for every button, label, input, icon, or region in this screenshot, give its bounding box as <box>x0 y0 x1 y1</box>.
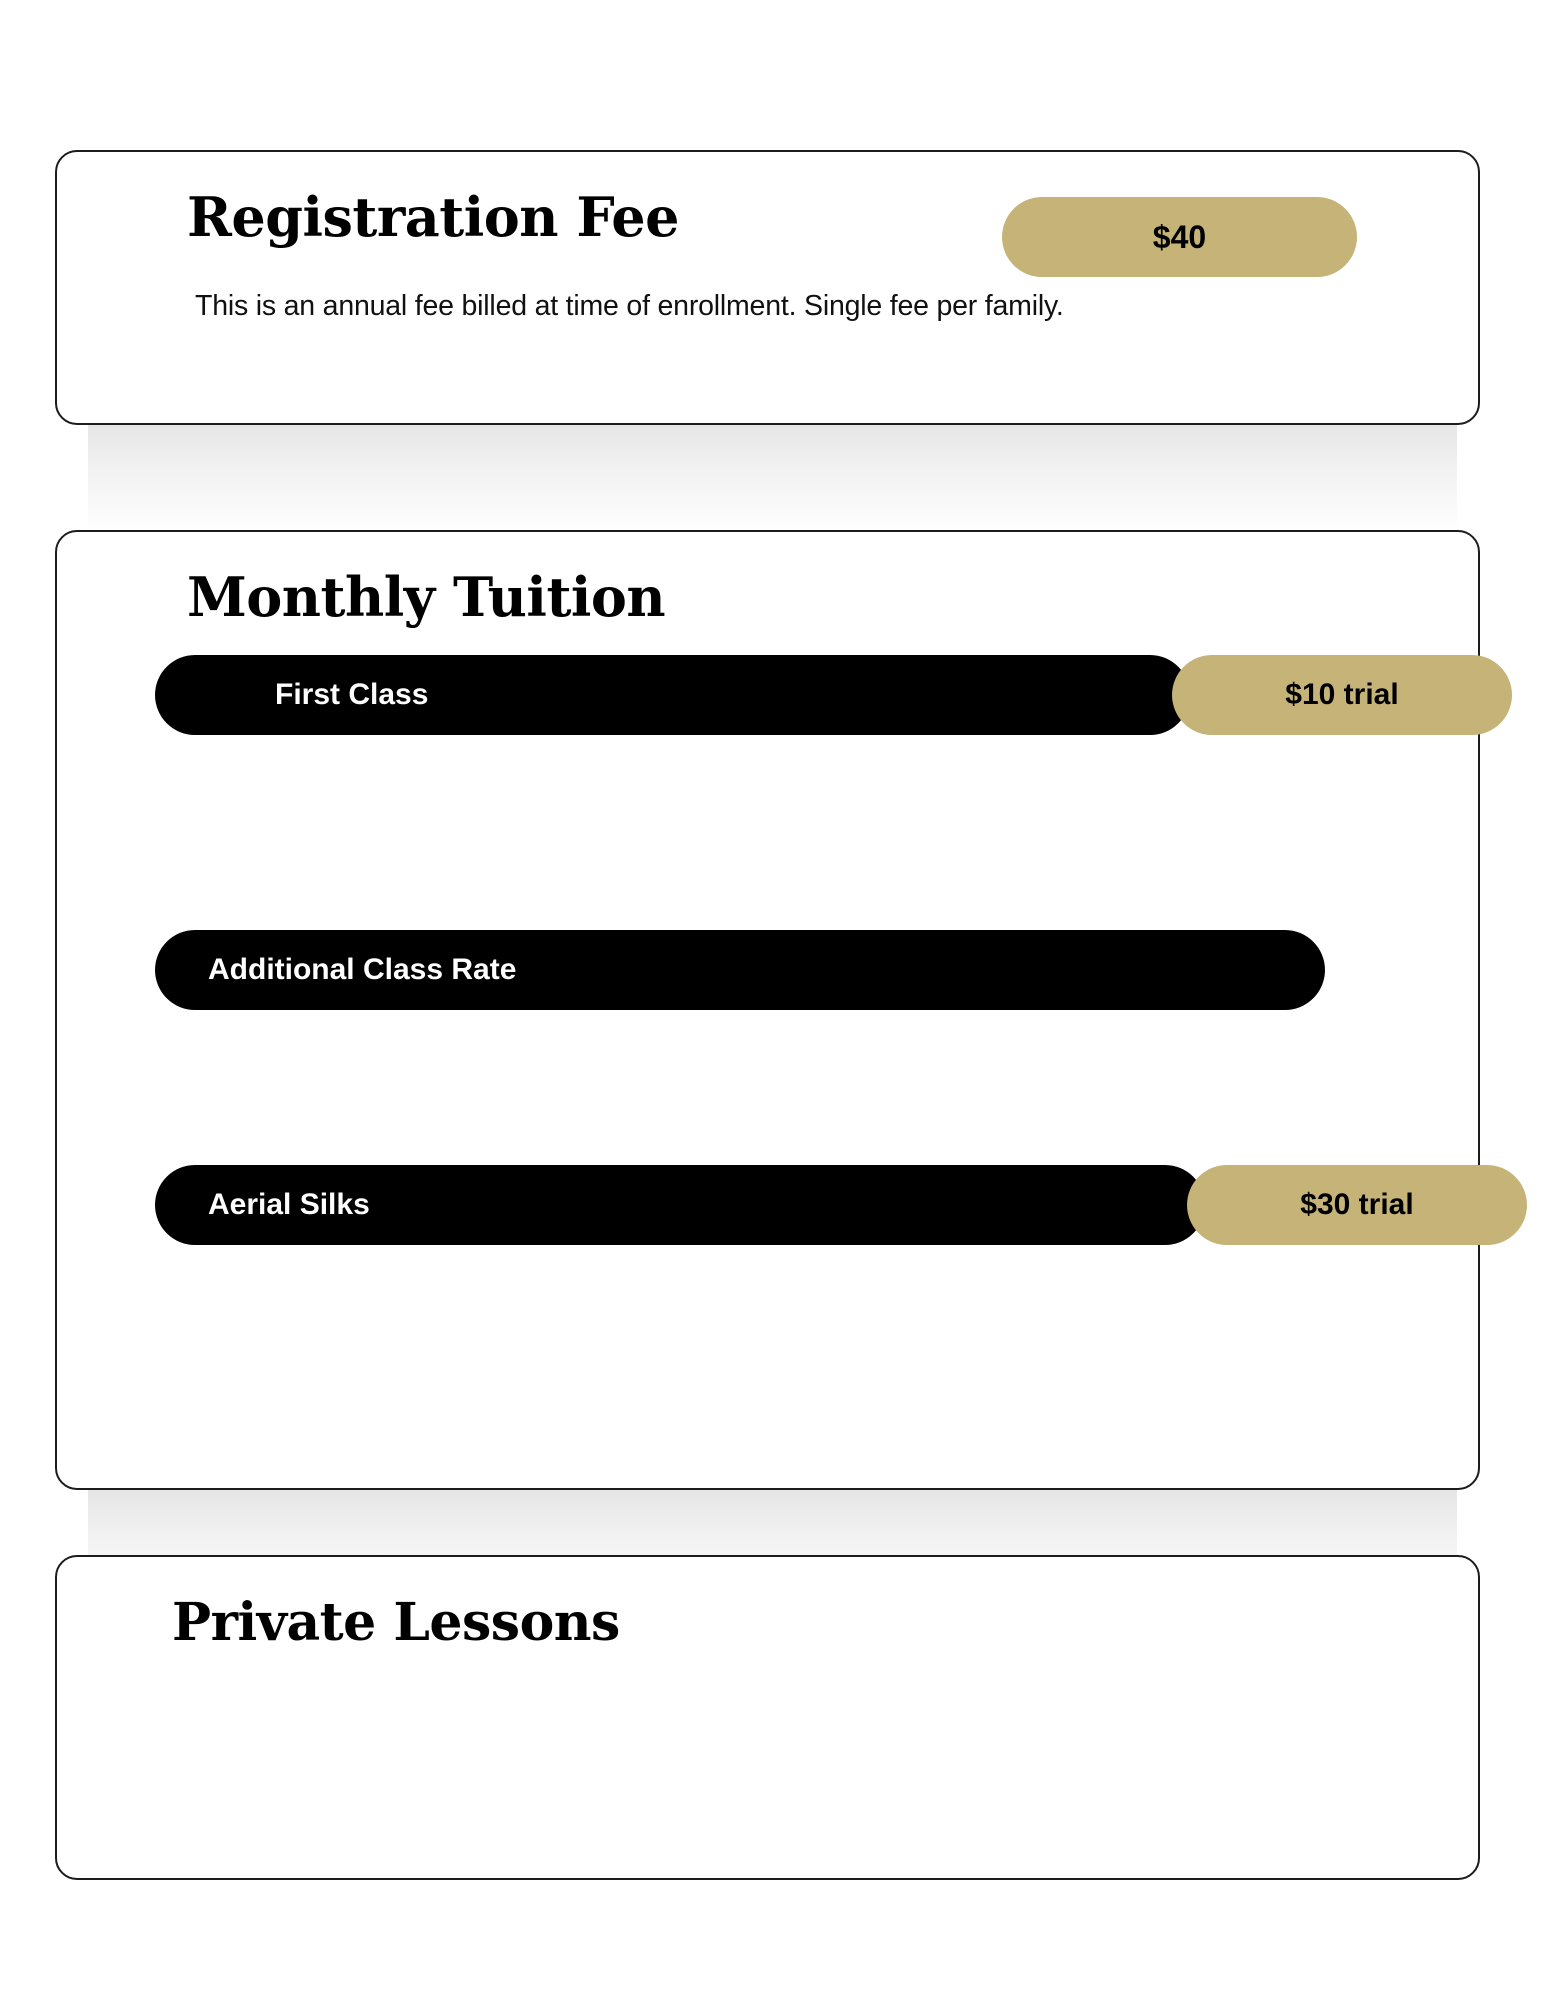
first-class-label: First Class <box>275 678 429 711</box>
first-class-trial-badge: $10 trial <box>1172 655 1512 735</box>
private-lessons-card <box>55 1555 1480 1880</box>
aerial-silks-trial-badge: $30 trial <box>1187 1165 1527 1245</box>
registration-fee-badge: $40 <box>1002 197 1357 277</box>
private-lessons-title: Private Lessons <box>172 1592 620 1653</box>
registration-fee-card <box>55 150 1480 425</box>
monthly-tuition-title: Monthly Tuition <box>187 565 666 629</box>
section-divider-shade-top <box>88 425 1457 525</box>
additional-class-rate-label: Additional Class Rate <box>208 953 517 986</box>
registration-fee-title: Registration Fee <box>187 185 679 249</box>
aerial-silks-label: Aerial Silks <box>208 1188 370 1221</box>
registration-fee-description: This is an annual fee billed at time of enrollment. Single fee per family. <box>195 290 1064 322</box>
